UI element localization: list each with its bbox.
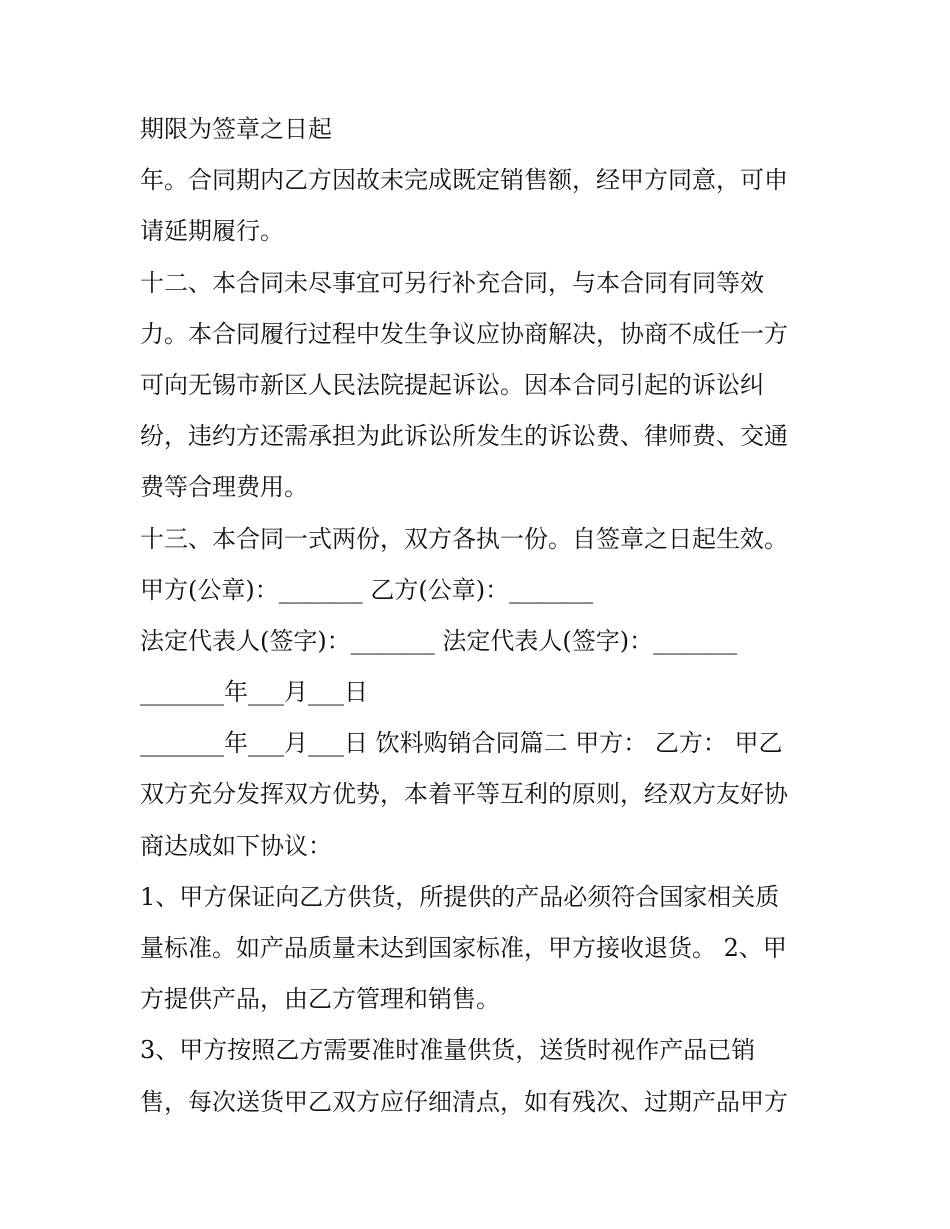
representative-signature-line: 法定代表人(签字)：_______ 法定代表人(签字)：_______ (140, 626, 738, 655)
clause-13-line: 十三、本合同一式两份，双方各执一份。自签章之日起生效。 (140, 524, 788, 553)
text-line: 售，每次送货甲乙双方应仔细清点，如有残次、过期产品甲方 (140, 1087, 788, 1116)
text-line: 费等合理费用。 (140, 473, 308, 502)
text-line: 年。合同期内乙方因故未完成既定销售额，经甲方同意，可申 (140, 166, 788, 195)
text-line: 商达成如下协议： (140, 831, 332, 860)
date-line: _______年___月___日 (140, 678, 368, 707)
text-line: 双方充分发挥双方优势，本着平等互利的原则，经双方友好协 (140, 780, 788, 809)
text-line: 方提供产品，由乙方管理和销售。 (140, 985, 500, 1014)
clause-3-line: 3、甲方按照乙方需要准时准量供货，送货时视作产品已销 (140, 1036, 756, 1065)
text-line: 纷，违约方还需承担为此诉讼所发生的诉讼费、律师费、交通 (140, 422, 788, 451)
seal-signature-line: 甲方(公章)：_______ 乙方(公章)：_______ (140, 575, 594, 604)
clause-12-line: 十二、本合同未尽事宜可另行补充合同，与本合同有同等效 (140, 268, 764, 297)
contract-text (140, 104, 830, 1128)
date-and-contract-two-heading-line: _______年___月___日 饮料购销合同篇二 甲方： 乙方： 甲乙 (140, 729, 783, 758)
text-line: 量标准。如产品质量未达到国家标准，甲方接收退货。 2、甲 (140, 934, 787, 962)
text-line: 力。本合同履行过程中发生争议应协商解决，协商不成任一方 (140, 319, 788, 348)
clause-1-line: 1、甲方保证向乙方供货，所提供的产品必须符合国家相关质 (140, 882, 780, 911)
text-line: 可向无锡市新区人民法院提起诉讼。因本合同引起的诉讼纠 (140, 370, 764, 399)
text-line: 期限为签章之日起 (140, 115, 332, 143)
text-line: 请延期履行。 (140, 217, 284, 246)
